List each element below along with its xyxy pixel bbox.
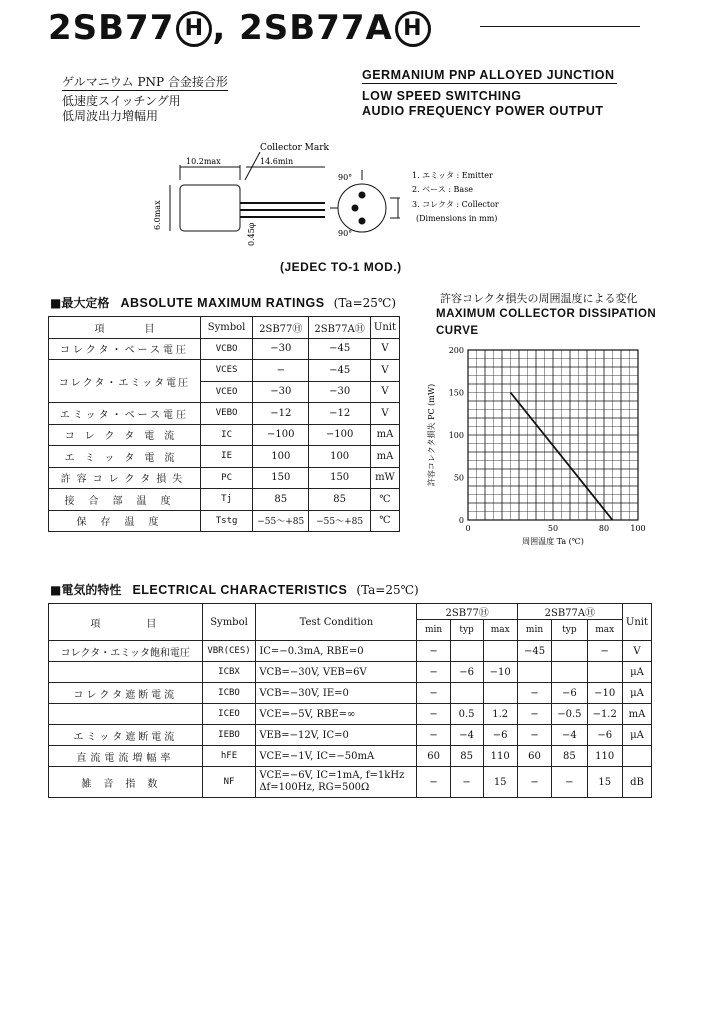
table-row: コレクタ遮断電流 ICBO VCB=−30V, IE=0 − − −6 −10 μA xyxy=(49,683,652,704)
circle-h-mark-2: H xyxy=(395,11,431,47)
y-tick-label: 200 xyxy=(448,346,464,355)
ratings-header-row: 項 目 Symbol 2SB77Ⓗ 2SB77AⒽ Unit xyxy=(49,317,400,339)
table-row: エミッタ電流 IE 100 100 mA xyxy=(49,446,400,468)
table-row: 許容コレクタ損失 PC 150 150 mW xyxy=(49,467,400,489)
y-tick-label: 0 xyxy=(458,516,464,525)
legend-emitter: 1. エミッタ : Emitter xyxy=(412,171,493,180)
table-row: コレクタ電流 IC −100 −100 mA xyxy=(49,424,400,446)
jedec-label: (JEDEC TO-1 MOD.) xyxy=(280,260,402,274)
elec-table xyxy=(48,603,652,798)
table-row: 保存温度 Tstg −55～+85 −55～+85 ℃ xyxy=(49,510,400,532)
collector-mark-label: Collector Mark xyxy=(260,143,329,153)
desc-jp-1: ゲルマニウム PNP 合金接合形 xyxy=(62,75,228,89)
ratings-table xyxy=(48,316,400,532)
y-tick-label: 150 xyxy=(448,388,464,398)
title-rule xyxy=(480,26,640,27)
curve-title-jp: 許容コレクタ損失の周囲温度による変化 xyxy=(440,292,638,305)
title-comma: , xyxy=(212,8,227,48)
y-tick-label: 100 xyxy=(448,431,464,440)
y-tick-label: 50 xyxy=(453,473,464,483)
table-row: エミッタ遮断電流 IEBO VEB=−12V, IC=0 − −4 −6 − −4 −6 μA xyxy=(49,725,652,746)
x-tick-label: 50 xyxy=(547,524,559,533)
x-tick-label: 100 xyxy=(630,524,646,533)
desc-jp-2: 低速度スイッチング用 xyxy=(62,94,181,108)
transistor-base-view xyxy=(338,184,386,232)
table-row: 直流電流増幅率 hFE VCE=−1V, IC=−50mA 60 85 110 60 85 110 xyxy=(49,746,652,767)
desc-en-1: GERMANIUM PNP ALLOYED JUNCTION xyxy=(362,68,615,82)
desc-jp-3: 低周波出力増幅用 xyxy=(62,109,159,123)
desc-en-3: AUDIO FREQUENCY POWER OUTPUT xyxy=(362,104,604,118)
legend-base: 2. ベース : Base xyxy=(412,185,474,194)
title-part-2sb77: 2SB77 xyxy=(48,8,175,48)
elec-heading: ■電気的特性 ELECTRICAL CHARACTERISTICS (Ta=25℃) xyxy=(50,583,419,597)
curve-title-en-2: CURVE xyxy=(436,325,479,337)
angle-bottom-label: 90° xyxy=(338,229,353,238)
table-row: コレクタ・ベース電圧 VCBO −30 −45 V xyxy=(49,338,400,360)
table-row: VCEO −30 −30 V xyxy=(49,381,400,403)
table-row: ICBX VCB=−30V, VEB=6V − −6 −10 μA xyxy=(49,662,652,683)
y-axis-label: 許容コレクタ損失 PC (mW) xyxy=(427,383,436,487)
table-row: コレクタ・エミッタ飽和電圧 VBR(CES) IC=−0.3mA, RBE=0 − −45 − V xyxy=(49,641,652,662)
ratings-heading: ■最大定格 ABSOLUTE MAXIMUM RATINGS (Ta=25℃) xyxy=(50,296,396,310)
title-part-2sb77a: 2SB77A xyxy=(239,8,393,48)
transistor-body xyxy=(180,185,240,231)
table-row: ICEO VCE=−5V, RBE=∞ − 0.5 1.2 − −0.5 −1.2 mA xyxy=(49,704,652,725)
table-row: 接合部温度 Tj 85 85 ℃ xyxy=(49,489,400,511)
x-axis-label: 周囲温度 Ta (℃) xyxy=(522,537,584,546)
dim-length-label: 10.2max xyxy=(186,157,221,166)
circle-h-mark-1: H xyxy=(176,11,212,47)
dim-lead-dia-label: 0.45φ xyxy=(247,222,256,246)
elec-header-row: 項 目 Symbol Test Condition 2SB77Ⓗ 2SB77AⒽ Unit xyxy=(49,604,652,620)
dim-lead-length-label: 14.6min xyxy=(260,157,294,166)
x-tick-label: 0 xyxy=(465,524,471,533)
legend-collector: 3. コレクタ : Collector xyxy=(412,200,499,209)
dissipation-curve-chart xyxy=(420,340,650,560)
table-row: エミッタ・ベース電圧 VEBO −12 −12 V xyxy=(49,403,400,425)
legend-dimensions: (Dimensions in mm) xyxy=(416,214,498,223)
table-row: 雑音指数 NF VCE=−6V, IC=1mA, f=1kHz Δf=100Hz, RG=500Ω − − 15 − − 15 dB xyxy=(49,767,652,798)
page-title xyxy=(48,8,431,48)
table-row: コレクタ・エミッタ電圧 VCES − −45 V xyxy=(49,360,400,382)
curve-title-en-1: MAXIMUM COLLECTOR DISSIPATION xyxy=(436,308,657,320)
elec-subheader-row: min typ max min typ max xyxy=(49,620,652,641)
angle-top-label: 90° xyxy=(338,173,353,182)
x-tick-label: 80 xyxy=(598,524,610,533)
dim-height-label: 6.0max xyxy=(153,200,162,230)
desc-en-2: LOW SPEED SWITCHING xyxy=(362,89,522,103)
package-drawing xyxy=(150,140,530,250)
